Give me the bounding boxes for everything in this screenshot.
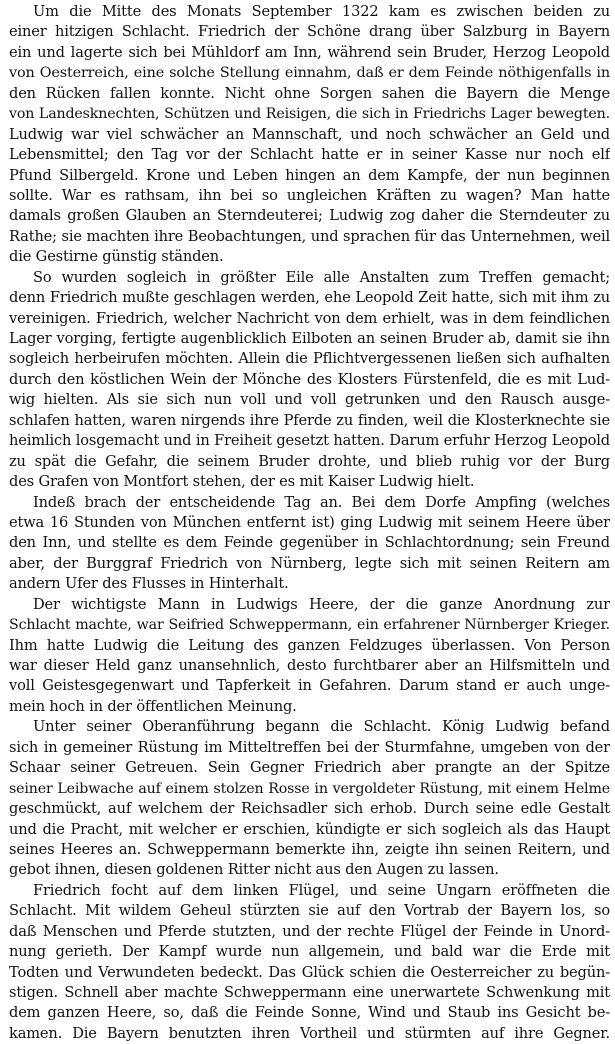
text-line: voll Geistesgegenwart und Tapferkeit in Gefahren. Darum stand er auch unge- (9, 677, 610, 695)
text-line: Um die Mitte des Monats September 1322 kam es zwischen beiden zu (33, 3, 610, 20)
text-line: und die Pracht, mit welcher er erschien, kündigte er sich sogleich als das Haupt (9, 820, 610, 838)
text-line: von Landesknechten, Schützen und Reisigen, die sich in Friedrichs Lager bewegten. (9, 106, 610, 123)
text-line: den Rücken fallen konnte. Nicht ohne Sorgen sahen die Bayern die Menge (9, 84, 610, 102)
text-line: Ihm hatte Ludwig die Leitung des ganzen Feldzuges überlassen. Von Person (9, 636, 610, 654)
text-line: zu spät die Gefahr, die seinem Bruder drohte, und blieb ruhig vor der Burg (9, 452, 610, 470)
text-line: Schlacht machte, war Seifried Schweppermann, ein erfahrener Nürnberger Krieger. (9, 617, 610, 634)
text-line: seines Heeres an. Schweppermann bemerkte ihn, zeigte ihn seinen Reitern, und (9, 840, 610, 858)
text-line: Pfund Silbergeld. Krone und Leben hingen an dem Kampfe, der nun beginnen (9, 166, 610, 184)
paragraph-6 (9, 881, 610, 1044)
text-line: den Inn, und stellte es dem Feinde gegenüber in Schlachtordnung; sein Freund (9, 534, 610, 552)
text-line: Indeß brach der entscheidende Tag an. Bei dem Dorfe Ampfing (welches (33, 493, 610, 511)
text-line: etwa 16 Stunden von München entfernt ist) ging Ludwig mit seinem Heere über (9, 513, 610, 531)
text-line: aber, der Burggraf Friedrich von Nürnberg, legte sich mit seinen Reitern am (9, 554, 610, 572)
text-line: von Oesterreich, eine solche Stellung einnahm, daß er dem Feinde nöthigenfalls in (9, 65, 610, 82)
text-line: denn Friedrich mußte geschlagen werden, ehe Leopold Zeit hatte, sich mit ihm zu (9, 289, 610, 307)
text-line: Rathe; sie machten ihre Beobachtungen, und sprachen für das Unternehmen, weil (9, 227, 610, 245)
paragraph-2 (9, 268, 610, 493)
paragraph-5 (9, 717, 610, 881)
text-line: damals großen Glauben an Sterndeuterei; Ludwig zog daher die Sterndeuter zu (9, 207, 610, 225)
text-line: seiner Leibwache auf einem stolzen Rosse in vergoldeter Rüstung, mit einem Helme (9, 780, 610, 797)
text-line: heimlich losgemacht und in Freiheit gesetzt hatten. Darum erfuhr Herzog Leopold (9, 432, 610, 450)
text-line: mein hoch in der öffentlichen Meinung. (9, 697, 297, 715)
paragraph-1 (9, 2, 610, 268)
text-line: ein und lagerte sich bei Mühldorf am Inn, während sein Bruder, Herzog Leopold (9, 43, 610, 61)
text-line: durch den köstlichen Wein der Mönche des Klosters Fürstenfeld, die es mit Lud- (9, 370, 610, 388)
text-line: schlafen hatten, waren nirgends ihre Pferde zu finden, weil die Klosterknechte sie (9, 411, 610, 429)
body-text (9, 2, 610, 1044)
text-line: nung gerieth. Der Kampf wurde nun allgemein, und bald war die Erde mit (9, 943, 610, 961)
text-line: daß Menschen und Pferde stutzten, und der rechte Flügel der Feinde in Unord- (9, 922, 610, 940)
text-line: Schaar seiner Getreuen. Sein Gegner Friedrich aber prangte an der Spitze (9, 759, 610, 777)
text-line: wig hielten. Als sie sich nun voll und voll getrunken und den Rausch ausge- (9, 391, 610, 409)
text-line: einer hitzigen Schlacht. Friedrich der Schöne drang über Salzburg in Bayern (9, 23, 610, 41)
text-line: Unter seiner Oberanführung begann die Schlacht. König Ludwig befand (33, 718, 610, 736)
text-line: gebot ihnen, diesen goldenen Ritter nicht aus den Augen zu lassen. (9, 861, 499, 879)
text-line: andern Ufer des Flusses in Hinterhalt. (9, 575, 289, 593)
paragraph-4 (9, 595, 610, 718)
text-line: stigen. Schnell aber machte Schweppermann eine unerwartete Schwenkung mit (9, 984, 610, 1001)
text-line: Der wichtigste Mann in Ludwigs Heere, der die ganze Anordnung zur (33, 595, 610, 613)
text-line: Schlacht. Mit wildem Geheul stürzten sie auf den Vortrab der Bayern los, so (9, 902, 610, 920)
text-line: die Gestirne günstig ständen. (9, 248, 224, 266)
text-line: kamen. Die Bayern benutzten ihren Vortheil und stürmten auf ihre Gegner. (9, 1024, 610, 1042)
text-line: sogleich herbeirufen möchten. Allein die Pflichtvergessenen ließen sich aufhalten (9, 350, 610, 368)
text-line: sollte. War es rathsam, ihn bei so ungleichen Kräften zu wagen? Man hatte (9, 186, 610, 204)
text-line: dem ganzen Heere, so, daß die Feinde Sonne, Wind und Staub ins Gesicht be- (9, 1004, 610, 1022)
text-line: geschmückt, auf welchem der Reichsadler sich erhob. Durch seine edle Gestalt (9, 800, 610, 818)
text-line: Lebensmittel; den Tag vor der Schlacht hatte er in seiner Kasse nur noch elf (9, 146, 610, 164)
text-line: Ludwig war viel schwächer an Mannschaft, und noch schwächer an Geld und (9, 125, 610, 143)
text-line: des Grafen von Montfort stehen, der es mit Kaiser Ludwig hielt. (9, 473, 475, 491)
text-line: Lager vorging, fertigte augenblicklich Eilboten an seinen Bruder ab, damit sie ihn (9, 330, 610, 347)
text-line: So wurden sogleich in größter Eile alle Anstalten zum Treffen gemacht; (33, 268, 610, 286)
text-line: sich in gemeiner Rüstung im Mitteltreffen bei der Sturmfahne, umgeben von der (9, 738, 610, 756)
text-line: Todten und Verwundeten bedeckt. Das Glück schien die Oesterreicher zu begün- (9, 963, 610, 981)
text-line: vereinigen. Friedrich, welcher Nachricht von dem erhielt, was in dem feindlichen (9, 309, 610, 327)
paragraph-3 (9, 493, 610, 595)
text-line: Friedrich focht auf dem linken Flügel, und seine Ungarn eröffneten die (33, 881, 610, 899)
text-line: war dieser Held ganz unansehnlich, desto furchtbarer aber an Hilfsmitteln und (9, 657, 610, 674)
